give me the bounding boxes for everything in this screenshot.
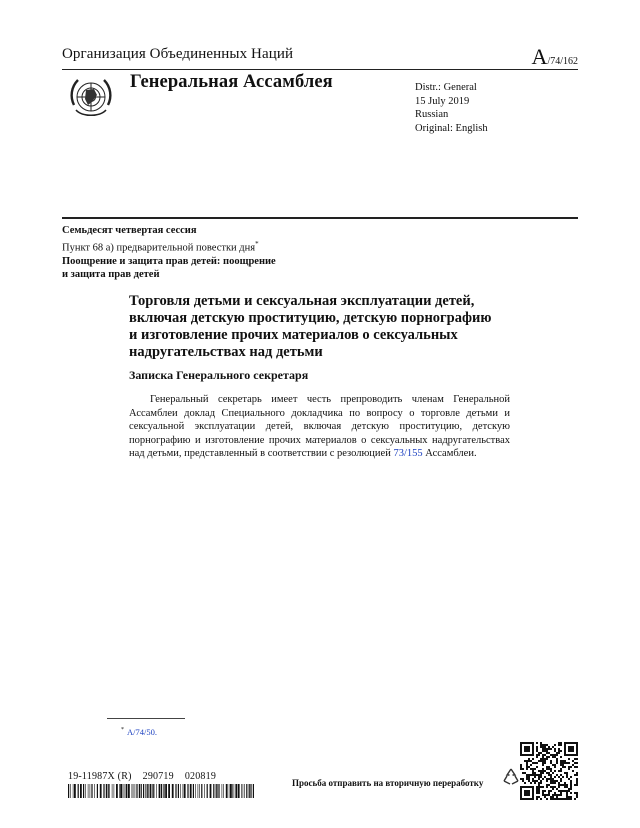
document-symbol [532, 44, 578, 70]
distribution-line: Distr.: General [415, 82, 477, 93]
organization-name: Организация Объединенных Наций [62, 46, 294, 62]
session-info [62, 224, 302, 282]
footnote [121, 727, 157, 737]
footnote-mark: * [121, 727, 124, 734]
body-text-end: Ассамблеи. [425, 448, 477, 459]
document-number: 19-11987X (R) [68, 771, 132, 782]
section-rule [62, 217, 578, 219]
barcode-icon [68, 784, 256, 798]
agenda-item: Пункт 68 а) предварительной повестки дня* [62, 239, 259, 253]
qr-code-icon [520, 742, 578, 800]
header-rule [62, 69, 578, 70]
agenda-topic-line-2: и защита прав детей [62, 269, 160, 280]
footnote-rule [107, 718, 185, 719]
body-paragraph [129, 393, 510, 461]
title-line: Торговля детьми и сексуальная эксплуатации детей, [129, 293, 475, 309]
agenda-topic-line-1: Поощрение и защита прав детей: поощрение [62, 255, 276, 267]
recycle-notice: Просьба отправить на вторичную переработку [292, 778, 484, 788]
document-number-line [68, 771, 227, 782]
release-date: 020819 [184, 771, 217, 782]
agenda-footnote-mark: * [255, 239, 259, 248]
symbol-number: /74/162 [547, 56, 578, 67]
document-title [129, 293, 529, 361]
issue-date: 290719 [142, 771, 174, 782]
session-name: Семьдесят четвертая сессия [62, 225, 197, 236]
general-assembly-title: Генеральная Ассамблея [130, 72, 333, 92]
language-line: Russian [415, 109, 449, 120]
un-emblem-icon [66, 75, 116, 121]
footnote-link[interactable]: A/74/50. [127, 727, 157, 737]
note-heading: Записка Генерального секретаря [129, 368, 309, 382]
title-line: надругательствах над детьми [129, 344, 323, 360]
original-language-line: Original: English [415, 122, 488, 134]
symbol-letter: A [531, 44, 548, 69]
title-line: и изготовление прочих материалов о сексуальных [129, 327, 458, 343]
date-line: 15 July 2019 [415, 95, 470, 107]
recycle-icon [500, 766, 522, 788]
body-text: Генеральный секретарь имеет честь препроводить членам Генеральной Ассамблеи доклад Специального докладчика по вопросу о торговле детьми и сексуальной эксплуатации детей, включая детскую проституцию, детскую порнографию и изготовление прочих материалов о сексуальных надругательствах над детьми, представленный в соответствии с резолюцией [129, 394, 510, 459]
resolution-link[interactable]: 73/155 [393, 448, 423, 459]
distribution-block [415, 81, 488, 135]
title-line: включая детскую проституцию, детскую порнографию [129, 310, 492, 326]
